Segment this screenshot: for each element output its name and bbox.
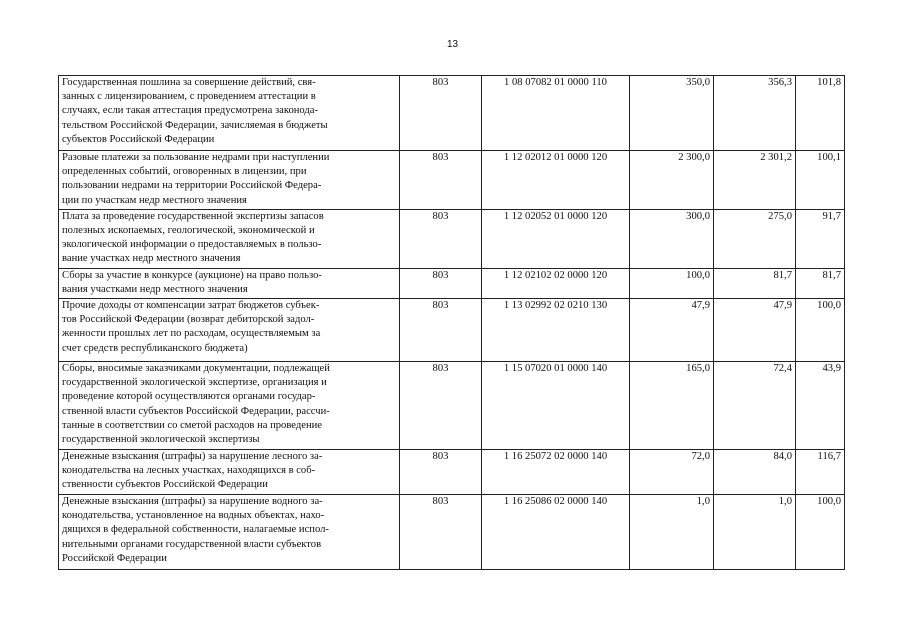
plan-value-cell: 2 300,0 [630,151,714,210]
fact-value-cell: 81,7 [714,268,796,298]
admin-code-cell: 803 [400,209,482,268]
revenue-name: Денежные взыскания (штрафы) за нарушение лесного за- конодательства на лесных участках, находящихся в соб- ственности субъектов Российской Федерации [62,451,323,491]
budget-code-cell: 1 12 02102 02 0000 120 [482,268,630,298]
revenue-name: Денежные взыскания (штрафы) за нарушение водного за- конодательства, установленное на водных объектах, нахо- дящихся в федеральной собственности, налагаемые испол- нительными органами государственной власти субъектов Российской Федерации [62,496,329,564]
revenue-name: Плата за проведение государственной экспертизы запасов полезных ископаемых, геологической, экономической и экологической информации о предоставляемых в пользо- вание участках недр местного значения [62,210,324,265]
percent-value-cell: 91,7 [796,209,845,268]
budget-code-cell: 1 12 02052 01 0000 120 [482,209,630,268]
revenue-name-cell [59,76,400,151]
fact-value-cell: 84,0 [714,450,796,495]
revenue-name-cell [59,151,400,210]
revenue-name-cell [59,450,400,495]
admin-code-cell: 803 [400,362,482,450]
revenue-name-cell [59,495,400,570]
percent-value-cell: 101,8 [796,76,845,151]
plan-value-cell: 350,0 [630,76,714,151]
fact-value-cell: 275,0 [714,209,796,268]
table-row [59,209,845,268]
percent-value-cell: 81,7 [796,268,845,298]
admin-code-cell: 803 [400,151,482,210]
percent-value-cell: 100,0 [796,299,845,362]
table-row [59,450,845,495]
page-number: 13 [446,39,459,50]
revenue-name-cell [59,299,400,362]
percent-value-cell: 116,7 [796,450,845,495]
admin-code-cell: 803 [400,299,482,362]
admin-code-cell: 803 [400,495,482,570]
revenue-name-cell [59,268,400,298]
plan-value-cell: 100,0 [630,268,714,298]
fact-value-cell: 47,9 [714,299,796,362]
budget-code-cell: 1 13 02992 02 0210 130 [482,299,630,362]
revenue-name: Сборы за участие в конкурсе (аукционе) на право пользо- вания участками недр местного значения [62,269,322,295]
plan-value-cell: 300,0 [630,209,714,268]
table-row [59,299,845,362]
budget-code-cell: 1 15 07020 01 0000 140 [482,362,630,450]
plan-value-cell: 72,0 [630,450,714,495]
table-row [59,76,845,151]
percent-value-cell: 100,1 [796,151,845,210]
admin-code-cell: 803 [400,76,482,151]
table-row [59,495,845,570]
budget-code-cell: 1 08 07082 01 0000 110 [482,76,630,151]
table-row [59,268,845,298]
revenue-name-cell [59,209,400,268]
fact-value-cell: 2 301,2 [714,151,796,210]
admin-code-cell: 803 [400,268,482,298]
admin-code-cell: 803 [400,450,482,495]
budget-code-cell: 1 12 02012 01 0000 120 [482,151,630,210]
plan-value-cell: 47,9 [630,299,714,362]
fact-value-cell: 72,4 [714,362,796,450]
table-row [59,151,845,210]
fact-value-cell: 356,3 [714,76,796,151]
plan-value-cell: 1,0 [630,495,714,570]
revenue-name: Государственная пошлина за совершение действий, свя- занных с лицензированием, с проведением аттестации в случаях, если такая аттестация предусмотрена законода- тельством Российской Федерации, зачисляемая в бюджеты субъектов Российской Федерации [62,77,328,145]
revenue-name: Прочие доходы от компенсации затрат бюджетов субъек- тов Российской Федерации (возврат дебиторской задол- женности прошлых лет по расходам, осуществляемым за счет средств республиканского бюджета) [62,300,321,354]
revenue-table [58,75,845,570]
budget-code-cell: 1 16 25086 02 0000 140 [482,495,630,570]
revenue-name: Сборы, вносимые заказчиками документации, подлежащей государственной экологической экспертизе, организация и проведение которой осуществляются органами государ- ственной власти субъектов Российской Федерации, рассчи- танные в соответствии со сметой расходов на проведение государственной экологической экспертизы [62,363,330,446]
percent-value-cell: 43,9 [796,362,845,450]
budget-code-cell: 1 16 25072 02 0000 140 [482,450,630,495]
table-row [59,362,845,450]
fact-value-cell: 1,0 [714,495,796,570]
plan-value-cell: 165,0 [630,362,714,450]
revenue-name-cell [59,362,400,450]
percent-value-cell: 100,0 [796,495,845,570]
revenue-name: Разовые платежи за пользование недрами при наступлении определенных событий, оговоренных в лицензии, при пользовании недрами на территории Российской Федера- ции по участкам недр местного значения [62,152,330,206]
